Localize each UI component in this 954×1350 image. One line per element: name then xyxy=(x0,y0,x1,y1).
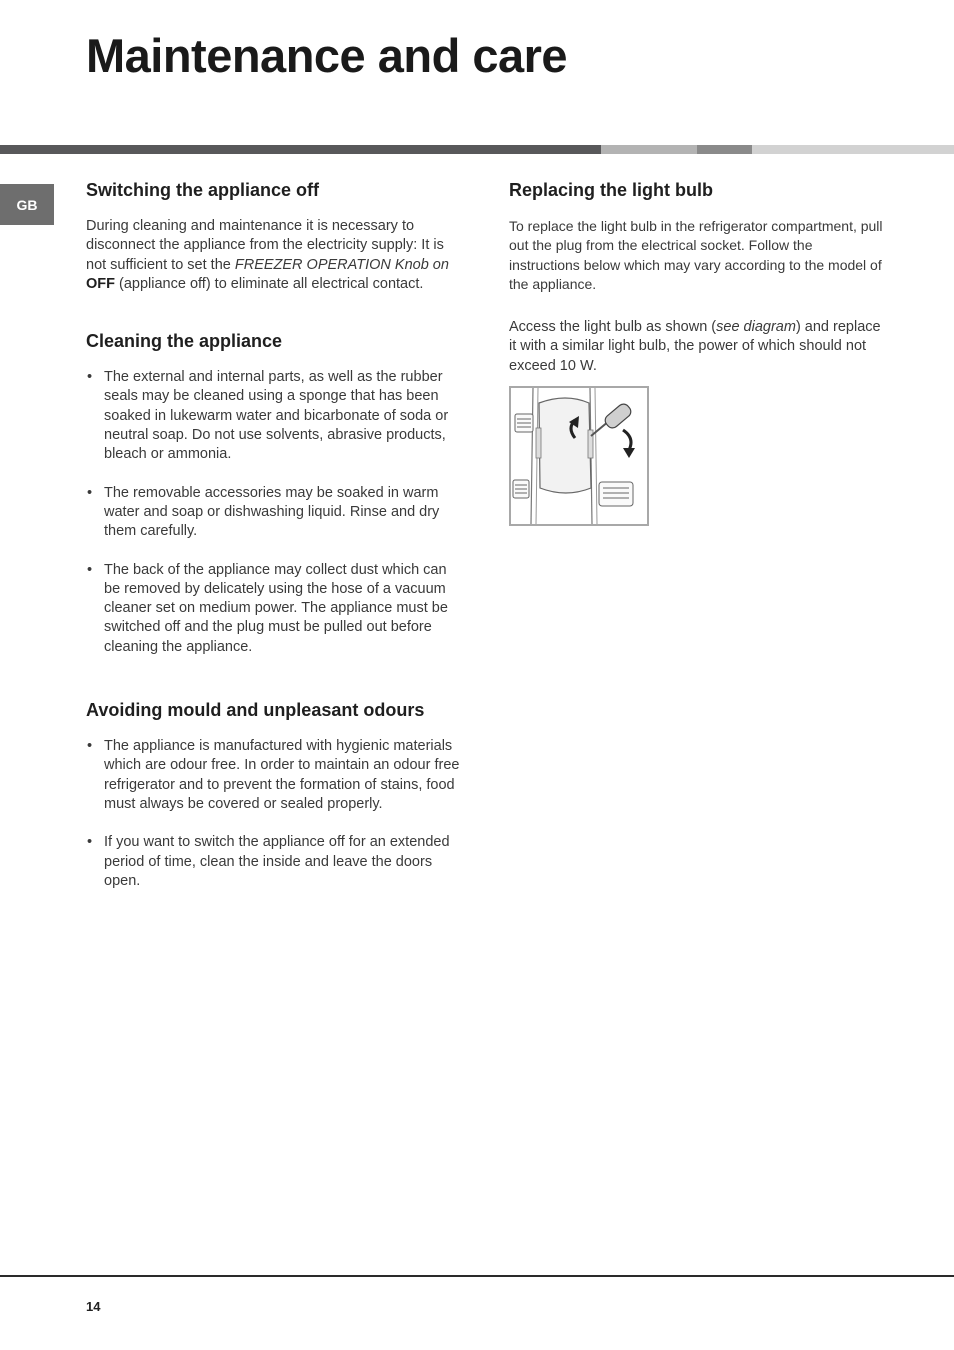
paragraph-italic-text: see diagram xyxy=(716,319,796,336)
page-title: Maintenance and care xyxy=(86,29,568,82)
language-tab: GB xyxy=(0,184,54,225)
bullet-list xyxy=(86,368,466,657)
paragraph-italic-text: FREEZER OPERATION Knob on xyxy=(234,256,449,273)
section-switching-off xyxy=(86,178,466,294)
section-paragraph xyxy=(86,217,466,294)
header-rule-dark xyxy=(0,145,601,154)
section-heading: Replacing the light bulb xyxy=(509,180,713,200)
paragraph-bold-text: OFF xyxy=(86,275,115,292)
section-cleaning xyxy=(86,329,466,657)
list-item: • If you want to switch the appliance off for an extended period of time, clean the inside and leave the doors open. xyxy=(86,833,466,891)
list-item: • The external and internal parts, as well as the rubber seals may be cleaned using a sponge that has been soaked in lukewarm water and bicarbonate of soda or neutral soap. Do not use solvents, abrasive products, bleach or ammonia. xyxy=(86,368,466,464)
list-item: • The back of the appliance may collect dust which can be removed by delicately using the hose of a vacuum cleaner set on medium power. The appliance must be switched off and the plug must be pulled out before cleaning the appliance. xyxy=(86,561,466,657)
header-rule-mid-dark xyxy=(697,145,752,154)
section-paragraph xyxy=(509,318,884,376)
paragraph-text: During cleaning and maintenance it is necessary to disconnect the appliance from the electricity supply: It is not sufficient to set the xyxy=(86,218,444,273)
header-rule-light xyxy=(752,145,954,154)
section-paragraph: To replace the light bulb in the refrigerator compartment, pull out the plug from the electrical socket. Follow the instructions below which may vary according to the model of the appliance. xyxy=(509,218,883,292)
right-column xyxy=(509,178,884,526)
page-number: 14 xyxy=(86,1299,101,1314)
paragraph-text: ) and replace it with a similar light bulb, the power of which should not exceed 10 W. xyxy=(509,319,881,374)
paragraph-text: Access the light bulb as shown ( xyxy=(509,319,717,336)
section-light-bulb xyxy=(509,178,884,526)
list-item: • The removable accessories may be soaked in warm water and soap or dishwashing liquid. Rinse and dry them carefully. xyxy=(86,484,466,542)
section-mould xyxy=(86,698,466,891)
footer-rule xyxy=(0,1275,954,1277)
header-rule-mid xyxy=(601,145,697,154)
section-heading: Switching the appliance off xyxy=(86,180,320,200)
light-bulb-diagram-icon xyxy=(511,388,647,524)
light-bulb-diagram xyxy=(509,386,649,526)
list-item: • The appliance is manufactured with hygienic materials which are odour free. In order to maintain an odour free refrigerator and to prevent the formation of stains, food must always be covered or sealed properly. xyxy=(86,737,466,814)
paragraph-text: (appliance off) to eliminate all electrical contact. xyxy=(115,275,424,292)
bullet-list xyxy=(86,737,466,891)
section-heading: Cleaning the appliance xyxy=(86,331,283,352)
section-heading: Avoiding mould and unpleasant odours xyxy=(86,700,425,721)
left-column xyxy=(86,178,466,910)
